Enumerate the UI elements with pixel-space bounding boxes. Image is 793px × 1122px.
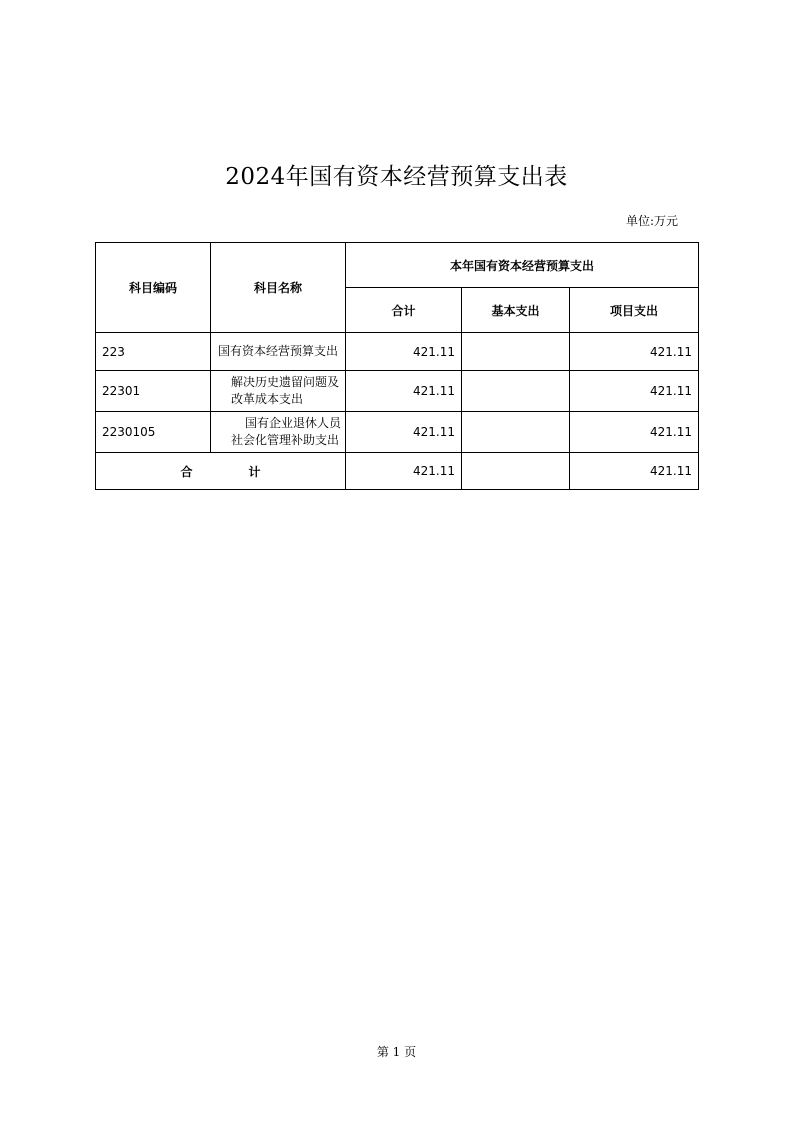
unit-label: 单位:万元 <box>625 214 678 228</box>
page-number: 第 1 页 <box>376 1045 417 1059</box>
row-basic <box>462 412 570 453</box>
row-total: 421.11 <box>346 412 462 453</box>
sum-basic <box>462 453 570 490</box>
header-group: 本年国有资本经营预算支出 <box>346 243 699 288</box>
table-row <box>96 412 699 453</box>
row-total: 421.11 <box>346 333 462 371</box>
budget-table <box>95 242 699 490</box>
row-code: 2230105 <box>96 412 211 453</box>
row-project: 421.11 <box>570 412 699 453</box>
page-title: 2024年国有资本经营预算支出表 <box>225 164 568 190</box>
sum-total: 421.11 <box>346 453 462 490</box>
row-name: 解决历史遗留问题及改革成本支出 <box>211 371 346 412</box>
header-code: 科目编码 <box>96 243 211 333</box>
row-project: 421.11 <box>570 333 699 371</box>
row-code: 223 <box>96 333 211 371</box>
table-row <box>96 371 699 412</box>
sum-row <box>96 453 699 490</box>
row-project: 421.11 <box>570 371 699 412</box>
sum-label-part-2: 计 <box>248 464 261 479</box>
row-name: 国有资本经营预算支出 <box>211 333 346 371</box>
sum-label-part-1: 合 <box>180 464 193 479</box>
table-row <box>96 333 699 371</box>
header-basic: 基本支出 <box>462 288 570 333</box>
row-total: 421.11 <box>346 371 462 412</box>
sum-project: 421.11 <box>570 453 699 490</box>
row-name: 国有企业退休人员社会化管理补助支出 <box>211 412 346 453</box>
header-project: 项目支出 <box>570 288 699 333</box>
row-basic <box>462 371 570 412</box>
sum-label <box>96 453 346 490</box>
header-row-1 <box>96 243 699 288</box>
row-basic <box>462 333 570 371</box>
row-code: 22301 <box>96 371 211 412</box>
header-total: 合计 <box>346 288 462 333</box>
header-name: 科目名称 <box>211 243 346 333</box>
